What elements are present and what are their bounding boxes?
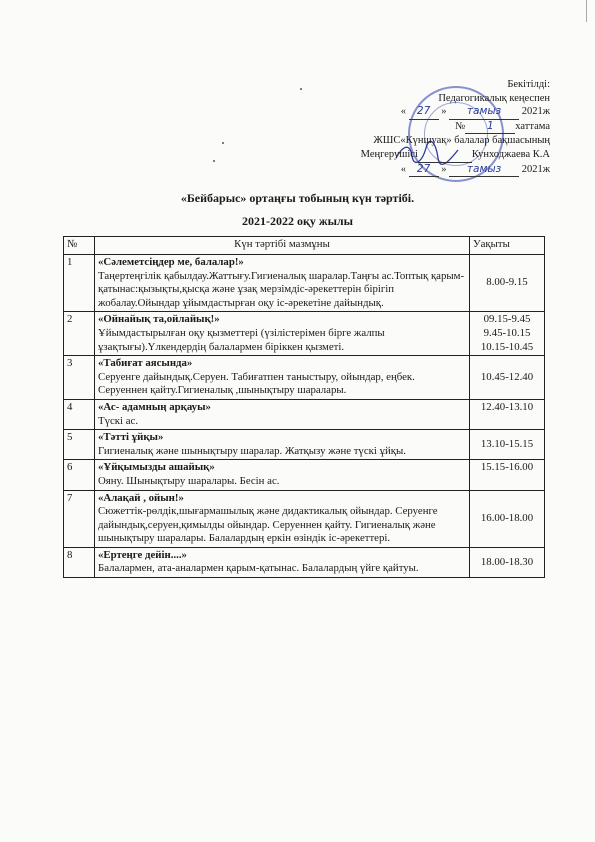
row-title: «Табиғат аясында» <box>98 357 193 370</box>
time-value: 8.00-9.15 <box>486 276 528 289</box>
approval-date-day: 27 <box>409 105 439 120</box>
row-content <box>95 255 470 312</box>
protocol-suffix: хаттама <box>515 120 550 132</box>
row-title: «Ас- адамның арқауы» <box>98 400 211 413</box>
head-line <box>300 148 550 163</box>
row-time <box>470 356 545 400</box>
row-title: «Ойнайық та,ойлайық!» <box>98 313 220 326</box>
scan-dot <box>213 160 215 162</box>
row-time <box>470 460 545 490</box>
approval-heading: Бекітілді: <box>507 79 550 90</box>
row-description: Түскі ас. <box>98 414 139 427</box>
time-value: 16.00-18.00 <box>480 511 534 524</box>
row-content <box>95 430 470 460</box>
header-content: Күн тәртібі мазмұны <box>95 237 470 255</box>
head-label: Меңгерушісі <box>360 148 418 160</box>
row-number: 5 <box>64 430 95 460</box>
scan-dot <box>222 142 224 144</box>
row-time <box>470 399 545 429</box>
row-time <box>470 430 545 460</box>
table-row <box>64 547 545 577</box>
row-time <box>470 490 545 547</box>
approval-block <box>300 78 550 177</box>
approval-date-line: « 27 » тамыз 2021ж <box>300 105 550 120</box>
row-title: «Ұйқымызды ашайық» <box>98 461 215 474</box>
time-value: 10.15-10.45 <box>480 340 534 353</box>
row-description: Ояну. Шынықтыру шаралары. Бесін ас. <box>98 474 280 487</box>
row-description: Таңертеңгілік қабылдау.Жаттығу.Гигиеналық шаралар.Таңғы ас.Топтық қарым-қатынас:қызықты,қысқа және ұзақ мерзімдіс-әрекеттерін бірігіп жобалау.Ойындар ұйымдастырған оқу іс-әрекетіне дайындық. <box>98 269 465 309</box>
time-value: 09.15-9.45 <box>483 313 531 326</box>
row-number: 7 <box>64 490 95 547</box>
row-description: Сюжеттік-рөлдік,шығармашылық және дидактикалық ойындар. Серуенге дайындық,серуен,қимылды ойындар. Серуеннен қайту. Гигиеналық және шынықтыру шаралары. Балалардың еркін өзіндік іс-әрекеттері. <box>98 505 438 545</box>
time-value: 15.15-16.00 <box>480 461 534 474</box>
header-time: Уақыты <box>470 237 545 255</box>
row-number: 8 <box>64 547 95 577</box>
row-time <box>470 547 545 577</box>
time-value: 10.45-12.40 <box>480 370 534 383</box>
protocol-line <box>300 120 550 135</box>
row-content <box>95 547 470 577</box>
table-row <box>64 312 545 356</box>
row-number: 1 <box>64 255 95 312</box>
table-row <box>64 460 545 490</box>
row-content <box>95 312 470 356</box>
time-value: 9.45-10.15 <box>483 326 531 339</box>
time-value: 13.10-15.15 <box>480 437 534 450</box>
table-row <box>64 399 545 429</box>
row-number: 4 <box>64 399 95 429</box>
head-name: Кунходжаева К.А <box>471 148 550 160</box>
row-description: Гигиеналық және шынықтыру шаралар. Жатқызу және түскі ұйқы. <box>98 444 406 457</box>
row-content <box>95 399 470 429</box>
row-time <box>470 255 545 312</box>
row-content <box>95 490 470 547</box>
approval-date-month: тамыз <box>449 105 519 120</box>
header-number: № <box>64 237 95 255</box>
row-description: Ұйымдастырылған оқу қызметтері (үзілістерімен бірге жалпы ұзақтығы).Үлкендердің балалармен біріккен қызметі. <box>98 326 385 353</box>
row-content <box>95 460 470 490</box>
second-date-day: 27 <box>409 163 439 178</box>
approval-date-year: 2021ж <box>521 106 550 118</box>
organization-name: ЖШС«Күншуақ» балалар бақшасының <box>373 135 550 147</box>
row-description: Серуенге дайындық.Серуен. Табиғатпен таныстыру, ойындар, еңбек. Серуеннен қайту.Гигиеналық ,шынықтыру шаралары. <box>98 370 415 397</box>
protocol-label: № <box>455 120 466 132</box>
table-header-row <box>64 237 545 255</box>
approval-council: Педагогикалық кеңеспен <box>438 92 550 104</box>
second-date-month: тамыз <box>449 163 519 178</box>
row-title: «Ертеңге дейін....» <box>98 548 187 561</box>
row-description: Балалармен, ата-аналармен қарым-қатынас. Балалардың үйге қайтуы. <box>98 562 419 575</box>
row-number: 2 <box>64 312 95 356</box>
table-row <box>64 490 545 547</box>
protocol-number: 1 <box>465 120 515 135</box>
row-title: «Сәлеметсіңдер ме, балалар!» <box>98 256 244 268</box>
row-number: 6 <box>64 460 95 490</box>
time-value: 18.00-18.30 <box>480 555 534 568</box>
document-title: «Бейбарыс» ортаңғы тобының күн тәртібі. <box>180 191 415 205</box>
row-title: «Алақай , ойын!» <box>98 491 184 504</box>
daily-schedule-table <box>63 236 545 578</box>
time-value: 12.40-13.10 <box>480 400 534 413</box>
table-row <box>64 255 545 312</box>
row-number: 3 <box>64 356 95 400</box>
scan-edge-mark <box>576 0 587 22</box>
second-date-year: 2021ж <box>521 163 550 175</box>
academic-year: 2021-2022 оқу жылы <box>241 214 354 228</box>
second-date-line: « 27 » тамыз 2021ж <box>300 163 550 178</box>
row-title: «Тәтті ұйқы» <box>98 431 164 444</box>
row-time <box>470 312 545 356</box>
table-row <box>64 430 545 460</box>
table-row <box>64 356 545 400</box>
row-content <box>95 356 470 400</box>
